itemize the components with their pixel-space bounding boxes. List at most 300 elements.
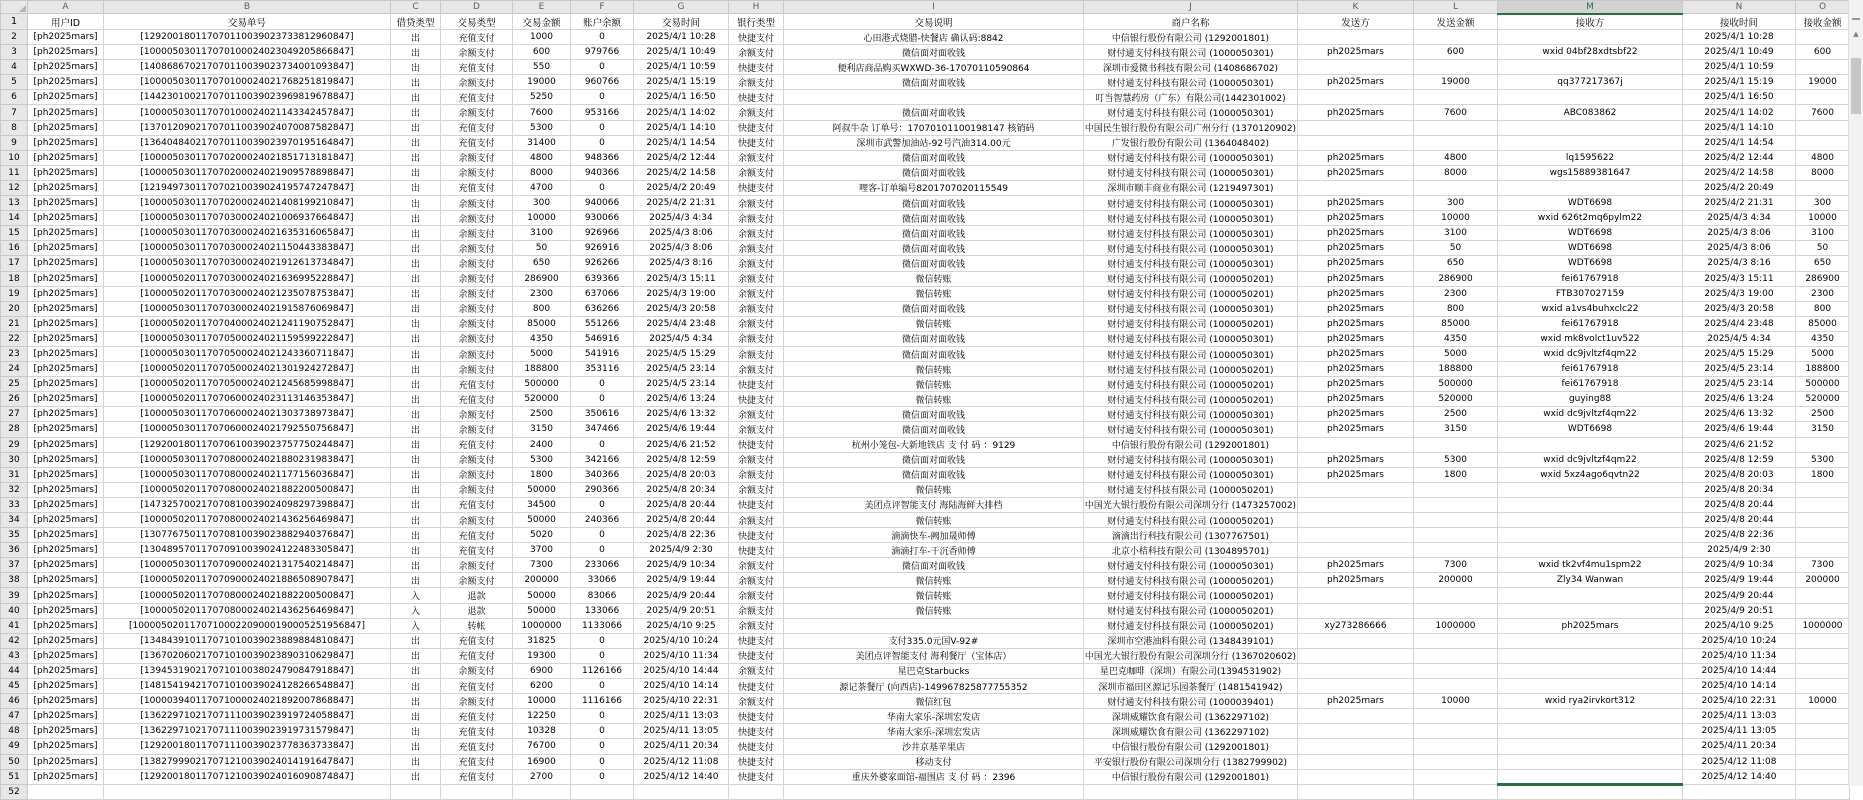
cell[interactable] (729, 784, 784, 799)
select-all-corner[interactable] (1, 1, 28, 14)
cell[interactable]: [129200180117070110039023733812960847] (104, 30, 391, 45)
cell[interactable]: 2025/4/2 21:31 (1683, 196, 1796, 211)
cell[interactable] (104, 784, 391, 799)
cell[interactable] (784, 90, 1084, 105)
cell[interactable]: lq1595622 (1498, 150, 1683, 165)
cell[interactable]: 深圳市福田区源记乐园茶餐厅 (1481541942) (1084, 679, 1298, 694)
cell[interactable]: 出 (391, 75, 441, 90)
cell[interactable]: [ph2025mars] (28, 558, 104, 573)
cell[interactable]: 移动支付 (784, 754, 1084, 769)
cell[interactable]: 财付通支付科技有限公司 (1000050201) (1084, 482, 1298, 497)
cell[interactable]: 2025/4/8 20:34 (634, 482, 729, 497)
cell[interactable]: 财付通支付科技有限公司 (1000050301) (1084, 241, 1298, 256)
cell[interactable]: 出 (391, 528, 441, 543)
cell[interactable]: 2025/4/12 14:40 (1683, 769, 1796, 784)
cell[interactable]: ph2025mars (1498, 618, 1683, 633)
cell[interactable]: 2025/4/5 15:29 (634, 346, 729, 361)
cell[interactable]: 50 (1796, 241, 1850, 256)
row-number[interactable]: 12 (1, 180, 28, 195)
cell[interactable]: [100005030117070500024021159599222847] (104, 331, 391, 346)
cell[interactable]: wxid tk2vf4mu1spm22 (1498, 558, 1683, 573)
cell[interactable]: 出 (391, 437, 441, 452)
cell[interactable]: 深圳威耀饮食有限公司 (1362297102) (1084, 724, 1298, 739)
row-number[interactable]: 40 (1, 603, 28, 618)
header-cell[interactable]: 接收金额 (1796, 14, 1850, 30)
cell[interactable]: 300 (513, 196, 571, 211)
cell[interactable]: 8000 (1414, 165, 1498, 180)
cell[interactable]: 余额支付 (441, 165, 513, 180)
cell[interactable]: 1000000 (1796, 618, 1850, 633)
cell[interactable]: 微信面对面收钱 (784, 241, 1084, 256)
split-handle-icon[interactable] (1852, 18, 1860, 20)
cell[interactable]: 余额支付 (729, 452, 784, 467)
cell[interactable] (1298, 180, 1414, 195)
cell[interactable]: 520000 (1796, 392, 1850, 407)
cell[interactable]: [ph2025mars] (28, 271, 104, 286)
row-number[interactable]: 7 (1, 105, 28, 120)
row-number[interactable]: 20 (1, 301, 28, 316)
cell[interactable] (1498, 754, 1683, 769)
cell[interactable]: 2025/4/1 16:50 (634, 90, 729, 105)
cell[interactable]: [1000050201170710002209000190005251956847] (104, 618, 391, 633)
cell[interactable]: [100005030117070500024021243360711847] (104, 346, 391, 361)
row-number[interactable]: 45 (1, 679, 28, 694)
cell[interactable] (1796, 754, 1850, 769)
cell[interactable]: 快捷支付 (729, 754, 784, 769)
cell[interactable] (1498, 60, 1683, 75)
cell[interactable]: 5000 (1414, 346, 1498, 361)
cell[interactable]: 余额支付 (441, 301, 513, 316)
cell[interactable]: 2025/4/2 14:58 (1683, 165, 1796, 180)
cell[interactable]: 2025/4/3 19:00 (1683, 286, 1796, 301)
row-number[interactable]: 32 (1, 482, 28, 497)
header-cell[interactable]: 交易类型 (441, 14, 513, 30)
cell[interactable]: 0 (571, 90, 634, 105)
cell[interactable]: [100005020117070600024023113146353847] (104, 392, 391, 407)
cell[interactable] (1414, 513, 1498, 528)
cell[interactable]: 500000 (513, 377, 571, 392)
cell[interactable]: [ph2025mars] (28, 467, 104, 482)
cell[interactable]: 2025/4/8 20:44 (1683, 497, 1796, 512)
cell[interactable]: 微信转账 (784, 377, 1084, 392)
row-number[interactable]: 41 (1, 618, 28, 633)
cell[interactable] (1414, 724, 1498, 739)
cell[interactable]: 余额支付 (441, 694, 513, 709)
cell[interactable]: 2025/4/9 10:34 (1683, 558, 1796, 573)
row-number[interactable]: 44 (1, 663, 28, 678)
cell[interactable]: 2025/4/8 22:36 (634, 528, 729, 543)
cell[interactable]: 充值支付 (441, 709, 513, 724)
cell[interactable]: 余额支付 (441, 513, 513, 528)
cell[interactable] (1498, 724, 1683, 739)
cell[interactable]: 便利店商品购买WXWD-36-17070110590864 (784, 60, 1084, 75)
cell[interactable]: [100005030117070100024021768251819847] (104, 75, 391, 90)
cell[interactable]: ph2025mars (1298, 301, 1414, 316)
cell[interactable]: 3150 (1796, 422, 1850, 437)
cell[interactable]: 926266 (571, 256, 634, 271)
cell[interactable]: 5300 (1414, 452, 1498, 467)
cell[interactable]: wxid a1vs4buhxclc22 (1498, 301, 1683, 316)
cell[interactable] (1414, 437, 1498, 452)
cell[interactable]: 财付通支付科技有限公司 (1000050301) (1084, 301, 1298, 316)
row-number[interactable]: 13 (1, 196, 28, 211)
cell[interactable]: FTB307027159 (1498, 286, 1683, 301)
cell[interactable] (1414, 482, 1498, 497)
column-letter-M[interactable]: M (1498, 1, 1683, 14)
cell[interactable]: 4350 (1796, 331, 1850, 346)
cell[interactable]: 4350 (513, 331, 571, 346)
cell[interactable]: 546916 (571, 331, 634, 346)
cell[interactable]: 出 (391, 165, 441, 180)
cell[interactable]: [100005030117070200024021408199210847] (104, 196, 391, 211)
cell[interactable]: 0 (571, 528, 634, 543)
cell[interactable] (1498, 90, 1683, 105)
cell[interactable]: 2025/4/3 19:00 (634, 286, 729, 301)
cell[interactable]: 微信面对面收钱 (784, 150, 1084, 165)
cell[interactable]: 财付通支付科技有限公司 (1000050201) (1084, 271, 1298, 286)
row-number[interactable]: 14 (1, 211, 28, 226)
cell[interactable]: 3700 (513, 543, 571, 558)
cell[interactable]: [100005030117070100024023049205866847] (104, 45, 391, 60)
cell[interactable]: 2025/4/9 20:51 (634, 603, 729, 618)
cell[interactable]: 926966 (571, 226, 634, 241)
cell[interactable]: 0 (571, 648, 634, 663)
cell[interactable]: 退款 (441, 603, 513, 618)
cell[interactable] (1298, 135, 1414, 150)
cell[interactable]: 2025/4/6 13:32 (634, 407, 729, 422)
cell[interactable] (1498, 30, 1683, 45)
cell[interactable]: 滴滴打车-干沉香师傅 (784, 543, 1084, 558)
cell[interactable]: 余额支付 (441, 482, 513, 497)
cell[interactable]: 2025/4/8 20:44 (1683, 513, 1796, 528)
cell[interactable]: [ph2025mars] (28, 648, 104, 663)
cell[interactable]: 8000 (513, 165, 571, 180)
row-number[interactable]: 48 (1, 724, 28, 739)
cell[interactable]: 快捷支付 (729, 60, 784, 75)
cell[interactable]: 充值支付 (441, 90, 513, 105)
cell[interactable]: [121949730117070210039024195747247847] (104, 180, 391, 195)
row-number[interactable]: 47 (1, 709, 28, 724)
cell[interactable] (1498, 482, 1683, 497)
cell[interactable]: 0 (571, 724, 634, 739)
row-number[interactable]: 49 (1, 739, 28, 754)
cell[interactable]: 5300 (513, 120, 571, 135)
cell[interactable]: 2025/4/1 14:54 (1683, 135, 1796, 150)
cell[interactable]: 0 (571, 739, 634, 754)
cell[interactable]: 出 (391, 331, 441, 346)
cell[interactable] (1796, 60, 1850, 75)
cell[interactable] (1414, 784, 1498, 799)
column-letter-C[interactable]: C (391, 1, 441, 14)
cell[interactable]: 2025/4/1 10:59 (1683, 60, 1796, 75)
cell[interactable] (1414, 60, 1498, 75)
cell[interactable] (1414, 603, 1498, 618)
cell[interactable]: [100005020117070500024021245685998847] (104, 377, 391, 392)
cell[interactable]: [100005030117070300024021635316065847] (104, 226, 391, 241)
cell[interactable]: 快捷支付 (729, 543, 784, 558)
cell[interactable]: 微信转账 (784, 392, 1084, 407)
cell[interactable]: [136404840217070110039023970195164847] (104, 135, 391, 150)
cell[interactable]: 5020 (513, 528, 571, 543)
cell[interactable]: 微信面对面收钱 (784, 422, 1084, 437)
cell[interactable]: [ph2025mars] (28, 90, 104, 105)
column-letter-L[interactable]: L (1414, 1, 1498, 14)
cell[interactable]: 19300 (513, 648, 571, 663)
cell[interactable]: 7600 (1414, 105, 1498, 120)
cell[interactable]: [ph2025mars] (28, 135, 104, 150)
cell[interactable]: 阿叔牛杂 订单号：17070101100198147 核销码 (784, 120, 1084, 135)
cell[interactable] (1498, 739, 1683, 754)
cell[interactable]: 2025/4/10 14:14 (1683, 679, 1796, 694)
cell[interactable]: 华南大家乐-深圳宏发店 (784, 724, 1084, 739)
cell[interactable]: 充值支付 (441, 528, 513, 543)
cell[interactable]: 充值支付 (441, 739, 513, 754)
cell[interactable]: 微信面对面收钱 (784, 105, 1084, 120)
cell[interactable]: 2025/4/5 15:29 (1683, 346, 1796, 361)
cell[interactable]: 0 (571, 437, 634, 452)
cell[interactable]: 2025/4/6 21:52 (1683, 437, 1796, 452)
cell[interactable]: 星巴克咖啡（深圳）有限公司(1394531902) (1084, 663, 1298, 678)
cell[interactable]: 600 (513, 45, 571, 60)
cell[interactable]: 0 (571, 392, 634, 407)
cell[interactable]: 4800 (1414, 150, 1498, 165)
cell[interactable]: [129200180117071110039023778363733847] (104, 739, 391, 754)
cell[interactable]: 4800 (1796, 150, 1850, 165)
cell[interactable]: [129200180117071210039024016090874847] (104, 769, 391, 784)
cell[interactable]: 930066 (571, 211, 634, 226)
cell[interactable]: ph2025mars (1298, 407, 1414, 422)
cell[interactable]: 出 (391, 452, 441, 467)
cell[interactable]: 8000 (1796, 165, 1850, 180)
column-letter-I[interactable]: I (784, 1, 1084, 14)
cell[interactable]: 2025/4/5 4:34 (634, 331, 729, 346)
cell[interactable]: 2025/4/8 22:36 (1683, 528, 1796, 543)
cell[interactable]: ph2025mars (1298, 256, 1414, 271)
cell[interactable] (1414, 739, 1498, 754)
cell[interactable]: 余额支付 (441, 467, 513, 482)
cell[interactable]: 入 (391, 588, 441, 603)
row-number[interactable]: 36 (1, 543, 28, 558)
cell[interactable]: 2025/4/9 20:44 (1683, 588, 1796, 603)
cell[interactable]: 快捷支付 (729, 497, 784, 512)
header-cell[interactable]: 发送方 (1298, 14, 1414, 30)
cell[interactable]: 余额支付 (729, 694, 784, 709)
cell[interactable]: 沙井京基苹果店 (784, 739, 1084, 754)
cell[interactable]: 2025/4/8 20:44 (634, 497, 729, 512)
cell[interactable]: 2025/4/3 8:16 (1683, 256, 1796, 271)
cell[interactable] (1498, 603, 1683, 618)
cell[interactable]: 出 (391, 90, 441, 105)
cell[interactable]: 余额支付 (441, 558, 513, 573)
cell[interactable]: [137012090217070110039024070087582847] (104, 120, 391, 135)
cell[interactable]: 3100 (513, 226, 571, 241)
cell[interactable]: [ph2025mars] (28, 543, 104, 558)
cell[interactable]: [136702060217071010039023890310629847] (104, 648, 391, 663)
cell[interactable]: 2025/4/3 4:34 (634, 211, 729, 226)
cell[interactable]: 余额支付 (729, 45, 784, 60)
cell[interactable]: [100005030117070200024021851713181847] (104, 150, 391, 165)
cell[interactable]: 800 (1796, 301, 1850, 316)
cell[interactable]: 余额支付 (441, 331, 513, 346)
cell[interactable]: [100005030117070300024021150443383847] (104, 241, 391, 256)
cell[interactable]: 出 (391, 226, 441, 241)
cell[interactable] (1298, 679, 1414, 694)
cell[interactable] (634, 784, 729, 799)
cell[interactable] (1298, 784, 1414, 799)
cell[interactable]: 余额支付 (729, 467, 784, 482)
cell[interactable]: [ph2025mars] (28, 497, 104, 512)
cell[interactable]: [144230100217070110039023969819678847] (104, 90, 391, 105)
cell[interactable] (1414, 769, 1498, 784)
cell[interactable]: 微信面对面收钱 (784, 346, 1084, 361)
cell[interactable]: 188800 (513, 362, 571, 377)
cell[interactable]: 340366 (571, 467, 634, 482)
row-number[interactable]: 17 (1, 256, 28, 271)
cell[interactable] (1298, 663, 1414, 678)
cell[interactable]: [ph2025mars] (28, 150, 104, 165)
cell[interactable]: 出 (391, 482, 441, 497)
cell[interactable]: 充值支付 (441, 437, 513, 452)
cell[interactable]: 财付通支付科技有限公司 (1000050201) (1084, 513, 1298, 528)
cell[interactable]: 财付通支付科技有限公司 (1000050201) (1084, 377, 1298, 392)
cell[interactable]: 退款 (441, 588, 513, 603)
cell[interactable]: [ph2025mars] (28, 663, 104, 678)
cell[interactable]: 出 (391, 241, 441, 256)
cell[interactable]: 7600 (1796, 105, 1850, 120)
cell[interactable]: 10000 (1414, 694, 1498, 709)
cell[interactable]: ph2025mars (1298, 316, 1414, 331)
cell[interactable]: 0 (571, 377, 634, 392)
cell[interactable] (1796, 648, 1850, 663)
cell[interactable]: [ph2025mars] (28, 286, 104, 301)
cell[interactable]: 233066 (571, 558, 634, 573)
row-number[interactable]: 18 (1, 271, 28, 286)
cell[interactable]: 美团点评智能支付 海陆海鲜大排档 (784, 497, 1084, 512)
header-cell[interactable]: 交易时间 (634, 14, 729, 30)
cell[interactable]: 源记茶餐厅 (向西店)-149967825877755352 (784, 679, 1084, 694)
cell[interactable]: ph2025mars (1298, 346, 1414, 361)
cell[interactable] (1796, 482, 1850, 497)
cell[interactable]: [ph2025mars] (28, 392, 104, 407)
cell[interactable]: 滴滴快车-阙加晟师傅 (784, 528, 1084, 543)
cell[interactable]: 2025/4/9 10:34 (634, 558, 729, 573)
cell[interactable]: 2025/4/9 2:30 (1683, 543, 1796, 558)
cell[interactable]: 深圳市空港油料有限公司 (1348439101) (1084, 633, 1298, 648)
cell[interactable] (1298, 769, 1414, 784)
cell[interactable]: [ph2025mars] (28, 769, 104, 784)
cell[interactable]: 2025/4/8 12:59 (1683, 452, 1796, 467)
cell[interactable] (1414, 30, 1498, 45)
cell[interactable]: ph2025mars (1298, 271, 1414, 286)
cell[interactable]: ph2025mars (1298, 286, 1414, 301)
cell[interactable]: 微信面对面收钱 (784, 331, 1084, 346)
cell[interactable]: 微信面对面收钱 (784, 45, 1084, 60)
cell[interactable]: 余额支付 (729, 271, 784, 286)
cell[interactable]: [ph2025mars] (28, 513, 104, 528)
cell[interactable]: [ph2025mars] (28, 362, 104, 377)
cell[interactable]: 余额支付 (729, 558, 784, 573)
cell[interactable] (1796, 120, 1850, 135)
cell[interactable]: ph2025mars (1298, 422, 1414, 437)
cell[interactable]: 650 (513, 256, 571, 271)
cell[interactable]: 余额支付 (729, 422, 784, 437)
cell[interactable]: 2025/4/12 11:08 (1683, 754, 1796, 769)
cell[interactable]: 微信面对面收钱 (784, 211, 1084, 226)
cell[interactable]: 深圳市爱微书科技有限公司 (1408686702) (1084, 60, 1298, 75)
column-letter-H[interactable]: H (729, 1, 784, 14)
cell[interactable]: [ph2025mars] (28, 603, 104, 618)
cell[interactable]: [100005020117070300024021636995228847] (104, 271, 391, 286)
cell[interactable] (1414, 709, 1498, 724)
cell[interactable]: 平安银行股份有限公司深圳分行 (1382799902) (1084, 754, 1298, 769)
cell[interactable]: 财付通支付科技有限公司 (1000050201) (1084, 618, 1298, 633)
row-number[interactable]: 15 (1, 226, 28, 241)
cell[interactable]: 2025/4/1 10:59 (634, 60, 729, 75)
row-number[interactable]: 39 (1, 588, 28, 603)
cell[interactable]: 200000 (1414, 573, 1498, 588)
cell[interactable]: wxid dc9jvltzf4qm22 (1498, 452, 1683, 467)
cell[interactable]: 快捷支付 (729, 377, 784, 392)
cell[interactable]: 2025/4/10 9:25 (634, 618, 729, 633)
cell[interactable]: 85000 (1796, 316, 1850, 331)
cell[interactable]: 财付通支付科技有限公司 (1000050301) (1084, 452, 1298, 467)
cell[interactable]: 953166 (571, 105, 634, 120)
cell[interactable]: 2025/4/10 22:31 (634, 694, 729, 709)
column-letter-O[interactable]: O (1796, 1, 1850, 14)
cell[interactable]: 快捷支付 (729, 648, 784, 663)
cell[interactable]: [ph2025mars] (28, 452, 104, 467)
row-number[interactable]: 51 (1, 769, 28, 784)
cell[interactable]: 2025/4/3 20:58 (634, 301, 729, 316)
cell[interactable]: WDT6698 (1498, 422, 1683, 437)
cell[interactable]: 286900 (1414, 271, 1498, 286)
cell[interactable]: 财付通支付科技有限公司 (1000050301) (1084, 105, 1298, 120)
cell[interactable]: 6200 (513, 679, 571, 694)
cell[interactable]: 出 (391, 663, 441, 678)
cell[interactable]: 余额支付 (441, 407, 513, 422)
cell[interactable] (1414, 120, 1498, 135)
cell[interactable]: [100005030117070200024021909578898847] (104, 165, 391, 180)
cell[interactable]: [100005030117070600024021792550756847] (104, 422, 391, 437)
cell[interactable]: 余额支付 (729, 407, 784, 422)
cell[interactable]: 926916 (571, 241, 634, 256)
cell[interactable]: 余额支付 (441, 452, 513, 467)
column-letter-K[interactable]: K (1298, 1, 1414, 14)
cell[interactable]: WDT6698 (1498, 256, 1683, 271)
cell[interactable]: 2025/4/11 20:34 (634, 739, 729, 754)
cell[interactable]: 550 (513, 60, 571, 75)
cell[interactable]: 出 (391, 362, 441, 377)
cell[interactable]: ph2025mars (1298, 241, 1414, 256)
cell[interactable]: wxid 04bf28xdtsbf22 (1498, 45, 1683, 60)
cell[interactable]: 31825 (513, 633, 571, 648)
cell[interactable]: 1000000 (513, 618, 571, 633)
cell[interactable]: 叮当智慧药房（广东）有限公司(1442301002) (1084, 90, 1298, 105)
cell[interactable]: 1800 (1414, 467, 1498, 482)
cell[interactable]: fei61767918 (1498, 377, 1683, 392)
cell[interactable]: 600 (1414, 45, 1498, 60)
header-cell[interactable]: 商户名称 (1084, 14, 1298, 30)
cell[interactable]: 滴滴出行科技有限公司 (1307767501) (1084, 528, 1298, 543)
cell[interactable]: [100005030117070800024021177156036847] (104, 467, 391, 482)
row-number[interactable]: 33 (1, 497, 28, 512)
cell[interactable]: 出 (391, 679, 441, 694)
cell[interactable]: 50 (1414, 241, 1498, 256)
cell[interactable]: 0 (571, 135, 634, 150)
cell[interactable] (1298, 120, 1414, 135)
cell[interactable]: 600 (1796, 45, 1850, 60)
cell[interactable]: 2025/4/9 19:44 (634, 573, 729, 588)
